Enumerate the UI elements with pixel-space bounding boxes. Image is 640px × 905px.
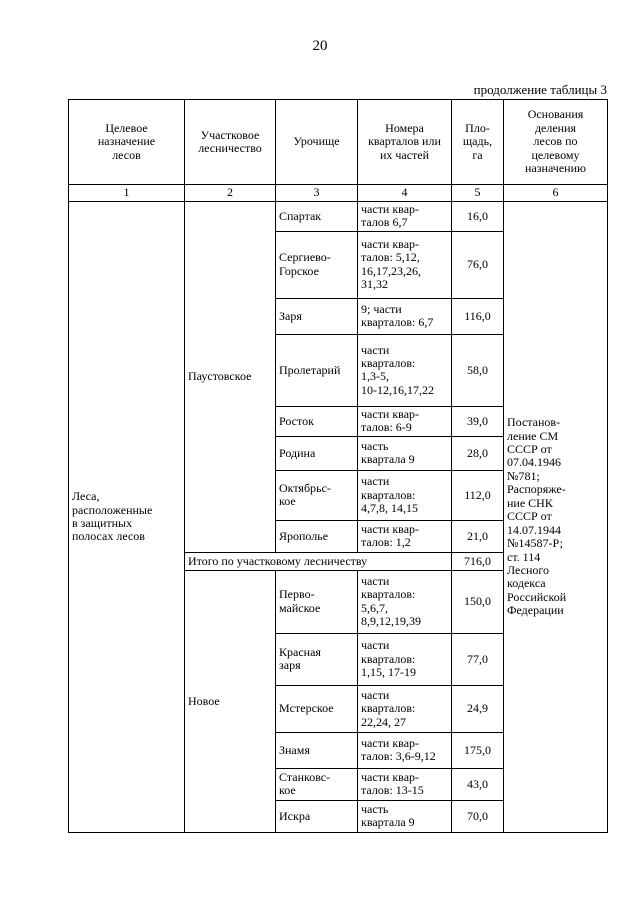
subtotal-label: Итого по участковому лесничеству: [185, 552, 452, 570]
forestry-cell: Паустовское: [185, 202, 276, 553]
area-cell: 175,0: [452, 732, 504, 768]
quarters-cell: части квар- талов: 5,12, 16,17,23,26, 31,32: [358, 231, 452, 298]
quarters-cell: части кварталов: 4,7,8, 14,15: [358, 470, 452, 520]
quarters-cell: части квар- талов: 6-9: [358, 406, 452, 436]
column-number-row: [69, 185, 608, 202]
page-number: 20: [312, 38, 328, 54]
header-row: [69, 100, 608, 185]
column-number: 1: [69, 185, 185, 202]
tract-cell: Сергиево- Горское: [276, 231, 358, 298]
quarters-cell: 9; части кварталов: 6,7: [358, 298, 452, 334]
forest-purpose-table: [68, 99, 608, 833]
header-quarters: Номера кварталов или их частей: [358, 100, 452, 185]
tract-cell: Ярополье: [276, 520, 358, 552]
quarters-cell: части квар- талов: 1,2: [358, 520, 452, 552]
quarters-cell: часть квартала 9: [358, 800, 452, 832]
tract-cell: Красная заря: [276, 633, 358, 685]
column-number: 5: [452, 185, 504, 202]
header-tract: Урочище: [276, 100, 358, 185]
area-cell: 28,0: [452, 436, 504, 470]
tract-cell: Мстерское: [276, 685, 358, 732]
subtotal-area: 716,0: [452, 552, 504, 570]
tract-cell: Перво- майское: [276, 570, 358, 633]
area-cell: 21,0: [452, 520, 504, 552]
tract-cell: Пролетарий: [276, 334, 358, 406]
purpose-cell: Леса, расположенные в защитных полосах лесов: [69, 202, 185, 833]
quarters-cell: части квар- талов: 3,6-9,12: [358, 732, 452, 768]
area-cell: 116,0: [452, 298, 504, 334]
column-number: 4: [358, 185, 452, 202]
tract-cell: Октябрьс- кое: [276, 470, 358, 520]
area-cell: 24,9: [452, 685, 504, 732]
tract-cell: Заря: [276, 298, 358, 334]
tract-cell: Искра: [276, 800, 358, 832]
tract-cell: Станковс- кое: [276, 768, 358, 800]
table-row: [69, 202, 608, 232]
header-area: Пло- щадь, га: [452, 100, 504, 185]
quarters-cell: части квар- талов: 13-15: [358, 768, 452, 800]
area-cell: 150,0: [452, 570, 504, 633]
column-number: 2: [185, 185, 276, 202]
area-cell: 43,0: [452, 768, 504, 800]
quarters-cell: часть квартала 9: [358, 436, 452, 470]
forestry-cell: Новое: [185, 570, 276, 832]
area-cell: 16,0: [452, 202, 504, 232]
column-number: 6: [504, 185, 608, 202]
area-cell: 39,0: [452, 406, 504, 436]
area-cell: 112,0: [452, 470, 504, 520]
quarters-cell: части кварталов: 1,3-5, 10-12,16,17,22: [358, 334, 452, 406]
quarters-cell: части кварталов: 5,6,7, 8,9,12,19,39: [358, 570, 452, 633]
area-cell: 76,0: [452, 231, 504, 298]
tract-cell: Росток: [276, 406, 358, 436]
basis-cell: Постанов- ление СМ СССР от 07.04.1946 №781; Распоряже- ние СНК СССР от 14.07.1944 №14587-Р; ст. 114 Лесного кодекса Российской Федерации: [504, 202, 608, 833]
area-cell: 58,0: [452, 334, 504, 406]
tract-cell: Знамя: [276, 732, 358, 768]
quarters-cell: части кварталов: 22,24, 27: [358, 685, 452, 732]
tract-cell: Спартак: [276, 202, 358, 232]
table-continuation-note: продолжение таблицы 3: [473, 82, 607, 97]
column-number: 3: [276, 185, 358, 202]
header-purpose: Целевое назначение лесов: [69, 100, 185, 185]
area-cell: 70,0: [452, 800, 504, 832]
header-forestry: Участковое лесничество: [185, 100, 276, 185]
quarters-cell: части квар- талов 6,7: [358, 202, 452, 232]
area-cell: 77,0: [452, 633, 504, 685]
header-basis: Основания деления лесов по целевому назначению: [504, 100, 608, 185]
quarters-cell: части кварталов: 1,15, 17-19: [358, 633, 452, 685]
tract-cell: Родина: [276, 436, 358, 470]
